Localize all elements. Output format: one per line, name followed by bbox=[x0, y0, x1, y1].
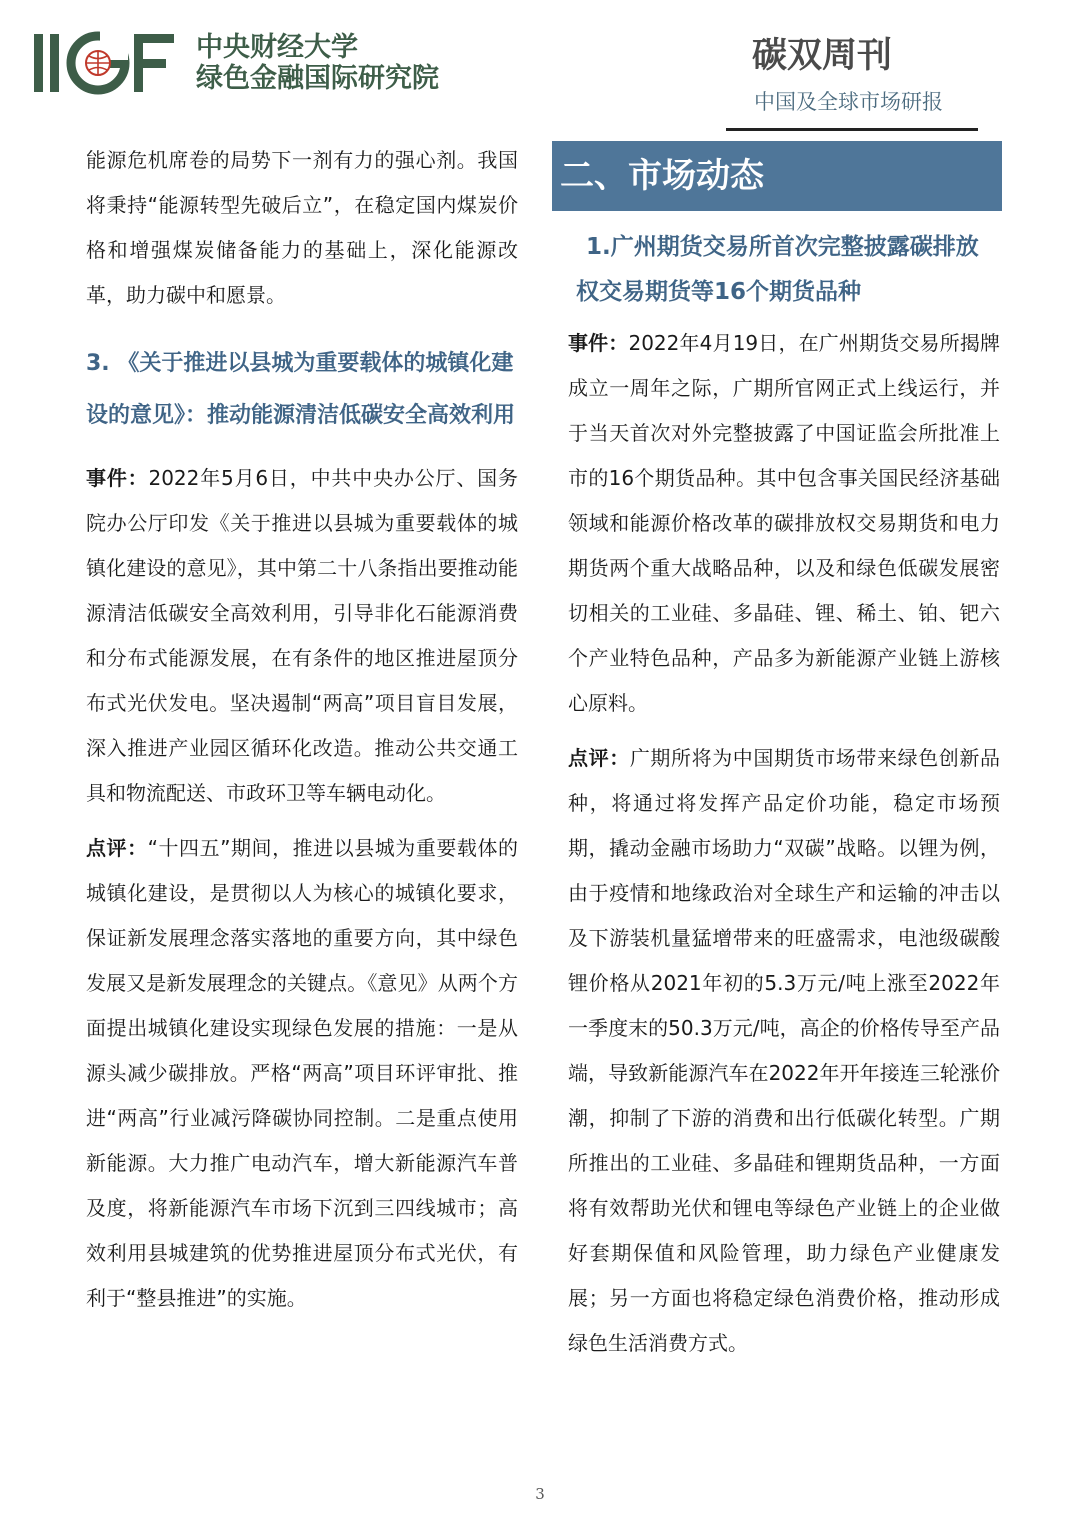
event-label: 事件： bbox=[568, 331, 629, 355]
page-header bbox=[0, 0, 1080, 140]
comment-label: 点评： bbox=[568, 746, 630, 770]
item-1-comment bbox=[568, 736, 1000, 1366]
publication-title: 碳双周刊 bbox=[752, 36, 893, 76]
section-3-heading: 3. 《关于推进以县城为重要载体的城镇化建设的意见》：推动能源清洁低碳安全高效利用 bbox=[86, 351, 516, 428]
iigf-logo bbox=[34, 30, 178, 96]
section-3-comment bbox=[86, 826, 518, 1321]
left-column bbox=[86, 138, 518, 1321]
comment-text: 广期所将为中国期货市场带来绿色创新品种，将通过将发挥产品定价功能，稳定市场预期，撬动金融市场助力“双碳”战略。以锂为例，由于疫情和地缘政治对全球生产和运输的冲击以及下游装机量猛增带来的旺盛需求，电池级碳酸锂价格从2021年初的5.3万元/吨上涨至2022年一季度末的50.3万元/吨，高企的价格传导至产品端，导致新能源汽车在2022年开年接连三轮涨价潮，抑制了下游的消费和出行低碳化转型。广期所推出的工业硅、多晶硅和锂期货品种，一方面将有效帮助光伏和锂电等绿色产业链上的企业做好套期保值和风险管理，助力绿色产业健康发展；另一方面也将稳定绿色消费价格，推动形成绿色生活消费方式。 bbox=[568, 746, 1001, 1355]
comment-text: “十四五”期间，推进以县城为重要载体的城镇化建设，是贯彻以人为核心的城镇化要求，保证新发展理念落实落地的重要方向，其中绿色发展又是新发展理念的关键点。《意见》从两个方面提出城镇化建设实现绿色发展的措施：一是从源头减少碳排放。严格“两高”项目环评审批、推进“两高”行业减污降碳协同控制。二是重点使用新能源。大力推广电动汽车，增大新能源汽车普及度，将新能源汽车市场下沉到三四线城市；高效利用县城建筑的优势推进屋顶分布式光伏，有利于“整县推进”的实施。 bbox=[86, 836, 518, 1310]
comment-label: 点评： bbox=[86, 836, 148, 860]
org-name-line1: 中央财经大学 bbox=[196, 32, 358, 63]
event-text: 2022年5月6日，中共中央办公厅、国务院办公厅印发《关于推进以县城为重要载体的城镇化建设的意见》，其中第二十八条指出要推动能源清洁低碳安全高效利用，引导非化石能源消费和分布式能源发展，在有条件的地区推进屋顶分布式光伏发电。坚决遏制“两高”项目盲目发展，深入推进产业园区循环化改造。推动公共交通工具和物流配送、市政环卫等车辆电动化。 bbox=[86, 466, 519, 805]
header-divider bbox=[726, 128, 978, 131]
right-column bbox=[568, 225, 1000, 1366]
page-number: 3 bbox=[535, 1485, 545, 1503]
organization-name bbox=[196, 32, 439, 94]
section-3-event bbox=[86, 456, 518, 816]
publication-subtitle: 中国及全球市场研报 bbox=[754, 90, 943, 114]
item-1-event bbox=[568, 321, 1000, 726]
org-name-line2: 绿色金融国际研究院 bbox=[196, 63, 439, 94]
section-banner-market-dynamics: 二、市场动态 bbox=[552, 141, 1002, 211]
item-1-heading: 1.广州期货交易所首次完整披露碳排放权交易期货等16个期货品种 bbox=[576, 234, 979, 305]
event-text: 2022年4月19日，在广州期货交易所揭牌成立一周年之际，广期所官网正式上线运行，并于当天首次对外完整披露了中国证监会所批准上市的16个期货品种。其中包含事关国民经济基础领域和能源价格改革的碳排放权交易期货和电力期货两个重大战略品种，以及和绿色低碳发展密切相关的工业硅、多晶硅、锂、稀土、铂、钯六个产业特色品种，产品多为新能源产业链上游核心原料。 bbox=[568, 331, 1001, 715]
event-label: 事件： bbox=[86, 466, 149, 490]
intro-paragraph: 能源危机席卷的局势下一剂有力的强心剂。我国将秉持“能源转型先破后立”，在稳定国内煤炭价格和增强煤炭储备能力的基础上，深化能源改革，助力碳中和愿景。 bbox=[86, 148, 518, 307]
